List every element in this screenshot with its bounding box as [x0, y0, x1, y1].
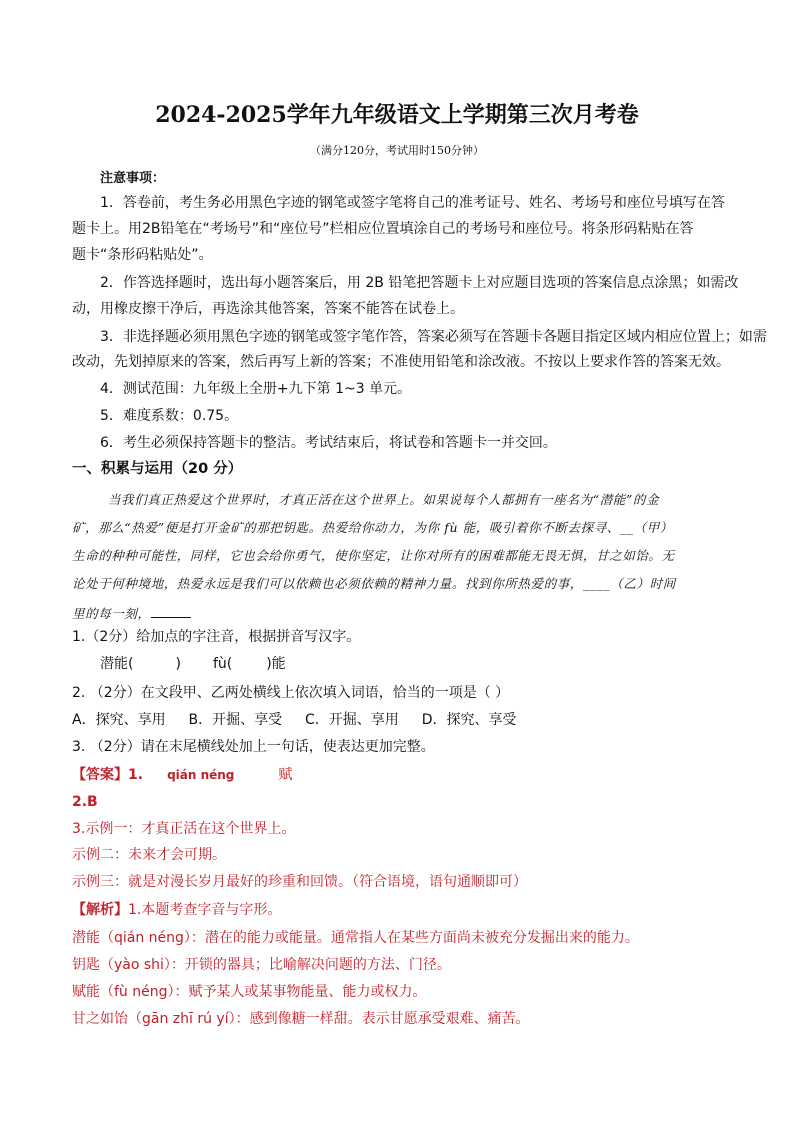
analysis-label: 【解析】 [72, 902, 128, 918]
option-a: A．探究、享用 [72, 712, 166, 728]
answer-1-pinyin: qián néng [167, 768, 235, 782]
page-title: 2024-2025学年九年级语文上学期第三次月考卷 [155, 102, 639, 128]
q1-item-b: fù( [212, 656, 233, 672]
option-c: C．开掘、享用 [305, 712, 399, 728]
question-3: 3. （2分）请在末尾横线处加上一句话，使表达更加完整。 [72, 739, 435, 755]
analysis-line: 赋能（fù néng）：赋予某人或某事物能量、能力或权力。 [72, 984, 427, 1000]
notice-line: 4．测试范围：九年级上全册+九下第 1~3 单元。 [100, 381, 412, 397]
answer-line-1 [72, 766, 292, 784]
option-b: B．开掘、享受 [188, 712, 283, 728]
notice-line: 动，用橡皮擦干净后，再选涂其他答案，答案不能答在试卷上。 [72, 301, 464, 317]
question-1: 1.（2分）给加点的字注音，根据拼音写汉字。 [72, 629, 361, 645]
answer-3-line: 3.示例一：才真正活在这个世界上。 [72, 821, 296, 837]
question-2-options [72, 711, 516, 729]
notice-line: 1．答卷前，考生务必用黑色字迹的钢笔或签字笔将自己的准考证号、姓名、考场号和座位号填写在答 [100, 195, 725, 211]
analysis-line: 钥匙（yào shi）：开锁的器具；比喻解决问题的方法、门径。 [72, 957, 451, 973]
answer-3-line: 示例三：就是对漫长岁月最好的珍重和回馈。（符合语境，语句通顺即可） [72, 874, 527, 890]
analysis-line: 潜能（qián néng）：潜在的能力或能量。通常指人在某些方面尚未被充分发掘出来的能力。 [72, 930, 639, 946]
notice-heading: 注意事项： [100, 171, 166, 186]
notice-line: 2．作答选择题时，选出每小题答案后，用 2B 铅笔把答题卡上对应题目选项的答案信息点涂黑；如需改 [100, 275, 739, 291]
answer-2: 2.B [72, 794, 98, 810]
notice-line: 3．非选择题必须用黑色字迹的钢笔或签字笔作答，答案必须写在答题卡各题目指定区域内相应位置上；如需 [100, 329, 767, 345]
option-d: D．探究、享受 [421, 712, 517, 728]
answer-1-prefix: 1. [128, 767, 144, 783]
answer-3-line: 示例二：未来才会可期。 [72, 847, 226, 863]
question-1-items [100, 655, 286, 673]
analysis-line: 甘之如饴（gān zhī rú yí）：感到像糖一样甜。表示甘愿承受艰难、痛苦。 [72, 1011, 530, 1027]
analysis-line-1 [72, 901, 281, 919]
passage-line: 矿，那么“热爱”便是打开金矿的那把钥匙。热爱给你动力，为你 fù 能，吸引着你不断去探寻、__（甲） [72, 520, 673, 535]
passage-line: 生命的种种可能性，同样，它也会给你勇气，使你坚定，让你对所有的困难都能无畏无惧，甘之如饴。无 [72, 548, 675, 563]
notice-line: 改动，先划掉原来的答案，然后再写上新的答案；不准使用铅笔和涂改液。不按以上要求作答的答案无效。 [72, 354, 730, 370]
section-heading: 一、积累与运用（20 分） [72, 461, 243, 477]
page-subtitle: （满分120分，考试用时150分钟） [310, 144, 484, 157]
notice-line: 6．考生必须保持答题卡的整洁。考试结束后，将试卷和答题卡一并交回。 [100, 435, 557, 451]
analysis-first: 1.本题考查字音与字形。 [128, 902, 282, 918]
q1-item-a-close: ) [175, 656, 181, 672]
passage-line [72, 603, 191, 623]
passage-line: 当我们真正热爱这个世界时，才真正活在这个世界上。如果说每个人都拥有一座名为“潜能”的金 [108, 492, 660, 507]
q1-item-a: 潜能( [100, 656, 134, 672]
notice-line: 题卡上。用2B铅笔在“考场号”和“座位号”栏相应位置填涂自己的考场号和座位号。将条形码粘贴在答 [72, 221, 694, 237]
q1-item-b-close: )能 [266, 656, 286, 672]
answer-1-char: 赋 [278, 767, 293, 783]
question-2: 2. （2分）在文段甲、乙两处横线上依次填入词语，恰当的一项是（ ） [72, 685, 510, 701]
notice-line: 题卡“条形码粘贴处”。 [72, 247, 213, 263]
passage-line: 论处于何种境地，热爱永远是我们可以依赖也必须依赖的精神力量。找到你所热爱的事，____（乙）时间 [72, 576, 676, 591]
passage-tail: 里的每一刻， [72, 606, 151, 621]
answer-blank [151, 603, 191, 618]
notice-line: 5．难度系数：0.75。 [100, 408, 239, 424]
answer-label: 【答案】 [72, 767, 128, 783]
